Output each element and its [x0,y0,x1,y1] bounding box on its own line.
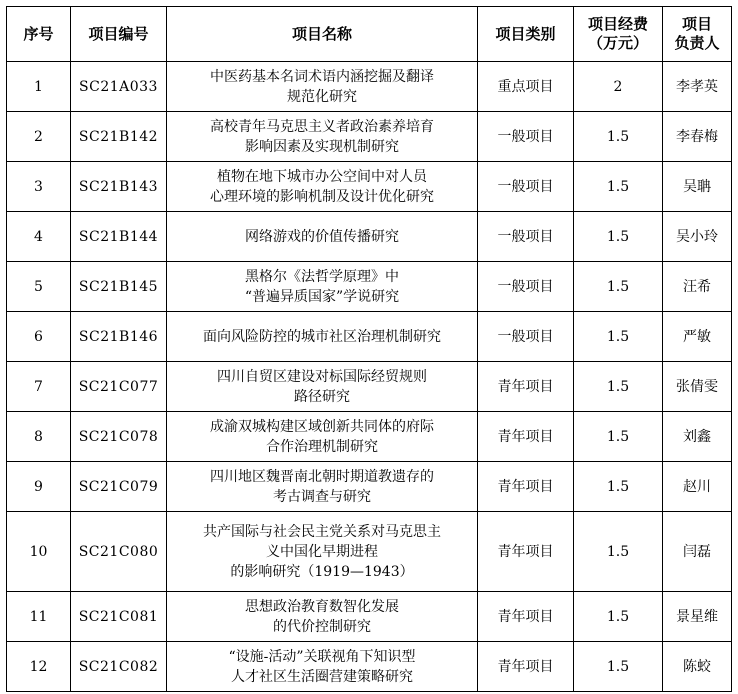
project-code-text: SC21C079 [78,478,159,495]
project-category-text: 青年项目 [497,478,554,495]
project-code [71,62,167,112]
project-funding-text: 1.5 [606,478,630,495]
project-name [167,212,478,262]
row-index [7,362,71,412]
row-index [7,642,71,692]
project-leader-text: 吴小玲 [676,228,718,245]
row-index [7,512,71,592]
project-leader [663,162,732,212]
project-leader [663,62,732,112]
project-funding-text: 1.5 [606,228,630,245]
project-code [71,312,167,362]
project-leader [663,212,732,262]
project-code [71,262,167,312]
project-leader-text: 张倩雯 [676,378,718,395]
table-row [7,462,732,512]
header-code: 项目编号 [71,7,167,62]
project-leader-text: 吴聃 [683,178,711,195]
project-code-text: SC21C080 [78,543,159,560]
table-row [7,212,732,262]
project-category-text: 青年项目 [497,658,554,675]
project-code-text: SC21C078 [78,428,159,445]
row-index-text: 3 [34,178,43,195]
project-leader [663,592,732,642]
project-funding-text: 1.5 [606,128,630,145]
project-funding-text: 1.5 [606,378,630,395]
project-category-text: 一般项目 [497,328,554,345]
project-code [71,212,167,262]
header-name: 项目名称 [167,7,478,62]
row-index-text: 5 [34,278,43,295]
project-name-text: 成渝双城构建区域创新共同体的府际 合作治理机制研究 [210,418,434,455]
project-funding-text: 1.5 [606,543,630,560]
row-index-text: 6 [34,328,43,345]
table-row [7,312,732,362]
header-index: 序号 [7,7,71,62]
project-funding-text: 1.5 [606,278,630,295]
project-funding-text: 1.5 [606,658,630,675]
project-leader-text: 李孝英 [676,78,718,95]
project-leader-text: 刘鑫 [683,428,711,445]
project-leader-text: 赵川 [683,478,711,495]
project-funding-text: 2 [613,78,623,95]
project-code-text: SC21C082 [78,658,159,675]
row-index-text: 4 [34,228,43,245]
row-index-text: 2 [34,128,43,145]
project-name-text: “设施-活动”关联视角下知识型 人才社区生活圈营建策略研究 [228,648,416,685]
project-funding [574,112,663,162]
row-index [7,262,71,312]
table-row [7,162,732,212]
project-funding [574,212,663,262]
project-category-text: 青年项目 [497,428,554,445]
project-funding [574,312,663,362]
project-leader-text: 严敏 [683,328,711,345]
project-category [478,462,574,512]
project-name [167,262,478,312]
project-category [478,312,574,362]
project-funding [574,362,663,412]
project-leader [663,412,732,462]
project-name [167,112,478,162]
table-row [7,262,732,312]
project-category [478,212,574,262]
project-leader [663,512,732,592]
project-leader [663,462,732,512]
project-name-text: 植物在地下城市办公空间中对人员 心理环境的影响机制及设计优化研究 [210,168,434,205]
row-index-text: 8 [34,428,43,445]
project-name-text: 黑格尔《法哲学原理》中 “普遍异质国家”学说研究 [244,268,400,305]
project-category-text: 重点项目 [497,78,554,95]
project-funding [574,262,663,312]
table-row [7,62,732,112]
project-name [167,462,478,512]
row-index [7,112,71,162]
project-category-text: 一般项目 [497,228,554,245]
row-index-text: 7 [34,378,43,395]
project-leader-text: 闫磊 [683,543,711,560]
project-funding-text: 1.5 [606,328,630,345]
project-name-text: 网络游戏的价值传播研究 [245,228,399,245]
table-row [7,642,732,692]
project-category-text: 青年项目 [497,608,554,625]
header-row [7,7,732,62]
project-code-text: SC21A033 [79,78,158,95]
project-category-text: 青年项目 [497,543,554,560]
project-funding [574,462,663,512]
table-row [7,412,732,462]
header-category: 项目类别 [478,7,574,62]
project-name [167,62,478,112]
project-category-text: 青年项目 [497,378,554,395]
project-funding-text: 1.5 [606,608,630,625]
project-leader-text: 汪希 [683,278,711,295]
row-index-text: 10 [29,543,48,560]
project-name-text: 面向风险防控的城市社区治理机制研究 [203,328,441,345]
table-row [7,512,732,592]
project-category [478,642,574,692]
header-leader: 项目 负责人 [663,7,732,62]
project-name [167,592,478,642]
project-code [71,362,167,412]
project-code [71,112,167,162]
project-name-text: 四川地区魏晋南北朝时期道教遗存的 考古调查与研究 [210,468,434,505]
project-category [478,162,574,212]
project-name [167,412,478,462]
row-index-text: 1 [34,78,43,95]
project-code [71,642,167,692]
project-funding [574,642,663,692]
project-code-text: SC21B146 [78,328,159,345]
project-leader [663,112,732,162]
project-category-text: 一般项目 [497,178,554,195]
project-funding [574,62,663,112]
project-code [71,512,167,592]
project-category [478,112,574,162]
row-index [7,312,71,362]
row-index [7,412,71,462]
project-name-text: 共产国际与社会民主党关系对马克思主 义中国化早期进程 的影响研究（1919—1943） [203,523,441,580]
project-leader [663,312,732,362]
project-code [71,162,167,212]
project-code-text: SC21B143 [78,178,159,195]
project-code [71,592,167,642]
project-code [71,412,167,462]
project-code-text: SC21B145 [78,278,159,295]
project-category [478,412,574,462]
table-row [7,362,732,412]
table-row [7,592,732,642]
project-funding-text: 1.5 [606,428,630,445]
project-leader [663,262,732,312]
project-category [478,512,574,592]
project-code-text: SC21B142 [78,128,159,145]
project-code-text: SC21B144 [78,228,159,245]
project-category-text: 一般项目 [497,278,554,295]
project-funding [574,592,663,642]
project-funding [574,412,663,462]
row-index-text: 11 [29,608,48,625]
project-funding [574,162,663,212]
project-category [478,262,574,312]
project-name [167,312,478,362]
row-index [7,462,71,512]
project-name [167,512,478,592]
project-leader-text: 景星维 [676,608,718,625]
project-funding-text: 1.5 [606,178,630,195]
project-code [71,462,167,512]
project-name-text: 思想政治教育数智化发展 的代价控制研究 [245,598,399,635]
header-funding: 项目经费 （万元） [574,7,663,62]
row-index [7,162,71,212]
project-name [167,642,478,692]
project-leader [663,362,732,412]
row-index-text: 9 [34,478,43,495]
project-category [478,62,574,112]
project-leader-text: 李春梅 [676,128,718,145]
project-category [478,592,574,642]
project-name-text: 四川自贸区建设对标国际经贸规则 路径研究 [217,368,427,405]
project-code-text: SC21C081 [78,608,159,625]
project-category-text: 一般项目 [497,128,554,145]
project-name [167,162,478,212]
project-name [167,362,478,412]
project-code-text: SC21C077 [78,378,159,395]
project-table [6,6,732,692]
row-index-text: 12 [29,658,48,675]
project-leader [663,642,732,692]
project-category [478,362,574,412]
row-index [7,62,71,112]
row-index [7,212,71,262]
project-leader-text: 陈蛟 [683,658,711,675]
table-row [7,112,732,162]
project-name-text: 高校青年马克思主义者政治素养培育 影响因素及实现机制研究 [210,118,434,155]
project-funding [574,512,663,592]
project-name-text: 中医药基本名词术语内涵挖掘及翻译 规范化研究 [210,68,434,105]
row-index [7,592,71,642]
